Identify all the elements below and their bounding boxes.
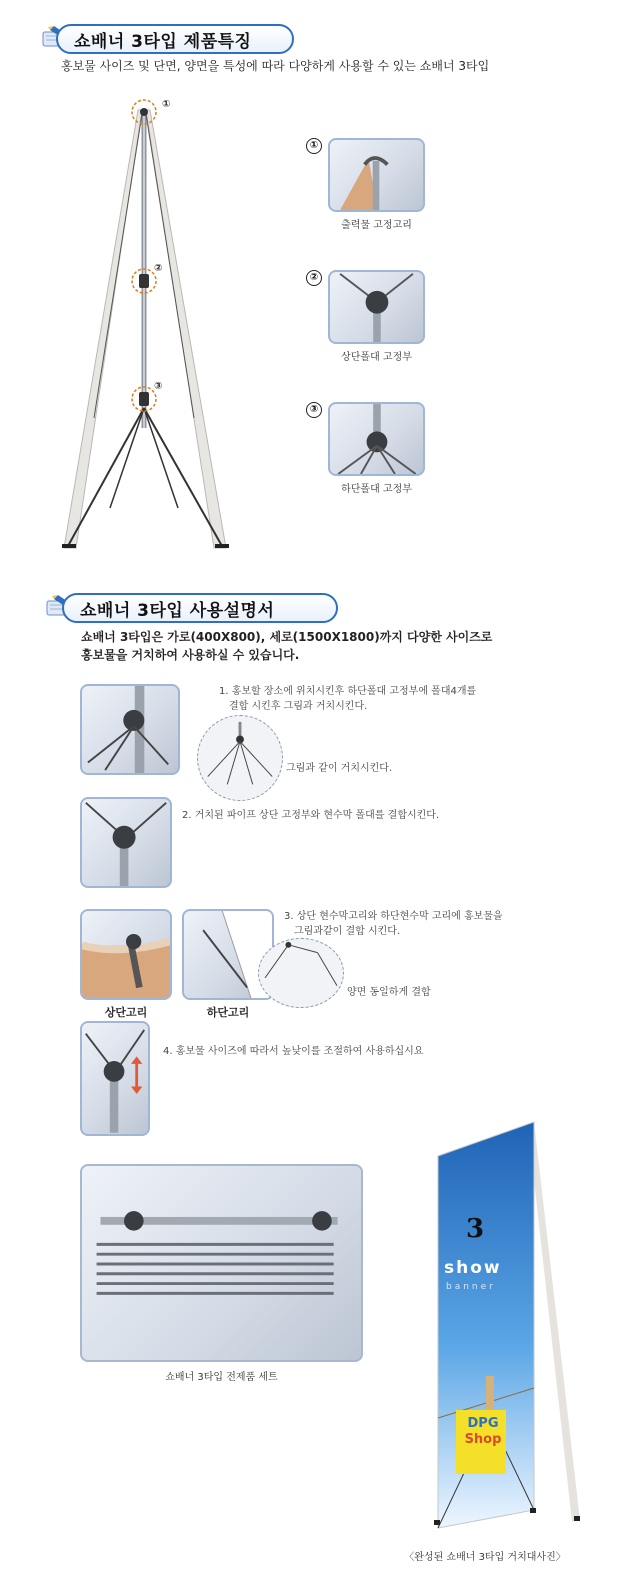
step3-text [284,909,614,939]
step1-line-1: 1. 홍보할 장소에 위치시킨후 하단폴대 고정부에 폴대4개를 [219,686,477,697]
banner-caption: 〈완성된 쇼배너 3타입 거치대사진〉 [404,1552,566,1563]
step1-photo [80,684,180,775]
step1-zoom [197,715,283,801]
step3-bottom-hook-caption: 하단고리 [206,1006,250,1019]
step4-photo [80,1021,150,1136]
step1-note: 그림과 같이 거치시킨다. [286,763,393,774]
feature-1-number: ① [306,138,322,154]
banner-subtext: banner [446,1282,496,1292]
step2-photo [80,797,172,888]
shop-logo-line-2: Shop [464,1432,502,1447]
finished-banner-illustration [430,1118,590,1538]
feature-1-photo [328,138,425,212]
step1-text [219,684,599,714]
feature-2-photo [328,270,425,344]
feature-3-photo [328,402,425,476]
section1-subtitle: 홍보물 사이즈 및 단면, 양면을 특성에 따라 다양하게 사용할 수 있는 쇼배너 3타입 [61,59,490,73]
section1-header [56,24,294,54]
section2-intro [81,628,621,664]
step3-line-2: 그림과같이 결합 시킨다. [294,926,401,937]
step3-top-hook-photo [80,909,172,1000]
step3-bottom-hook-photo [182,909,274,1000]
section2-header [62,593,338,623]
step4-text: 4. 홍보물 사이즈에 따라서 높낮이를 조절하여 사용하십시요 [163,1046,424,1057]
banner-number: 3 [466,1214,485,1244]
shop-logo-line-1: DPG [467,1416,499,1431]
step3-zoom [258,938,344,1008]
feature-2-number: ② [306,270,322,286]
section1-title: 쇼배너 3타입 제품특징 [74,31,252,52]
callout-mark-1: ① [162,99,171,110]
stand-illustration [50,88,250,563]
banner-shop-logo [460,1416,506,1448]
step1-line-2: 결합 시킨후 그림과 거치시킨다. [229,701,368,712]
intro-line-1: 쇼배너 3타입은 가로(400X800), 세로(1500X1800)까지 다양한 사이즈로 [81,630,493,644]
intro-line-2: 홍보물을 거치하여 사용하실 수 있습니다. [81,648,300,662]
feature-3-number: ③ [306,402,322,418]
callout-mark-3: ③ [154,381,163,392]
step3-line-1: 3. 상단 현수막고리와 하단현수막 고리에 홍보물을 [284,911,503,922]
full-set-photo [80,1164,363,1362]
step2-text: 2. 거치된 파이프 상단 고정부와 현수막 폴대를 결합시킨다. [182,810,440,821]
feature-3-label: 하단폴대 고정부 [341,484,412,495]
feature-2-label: 상단폴대 고정부 [341,352,412,363]
section2-title: 쇼배너 3타입 사용설명서 [80,600,275,621]
step3-top-hook-caption: 상단고리 [104,1006,148,1019]
banner-show-text: show [444,1258,502,1278]
step3-note: 양면 동일하게 결합 [347,987,431,998]
full-set-caption: 쇼배너 3타입 전제품 세트 [165,1372,278,1383]
feature-1-label: 출력물 고정고리 [341,220,412,231]
callout-mark-2: ② [154,263,163,274]
